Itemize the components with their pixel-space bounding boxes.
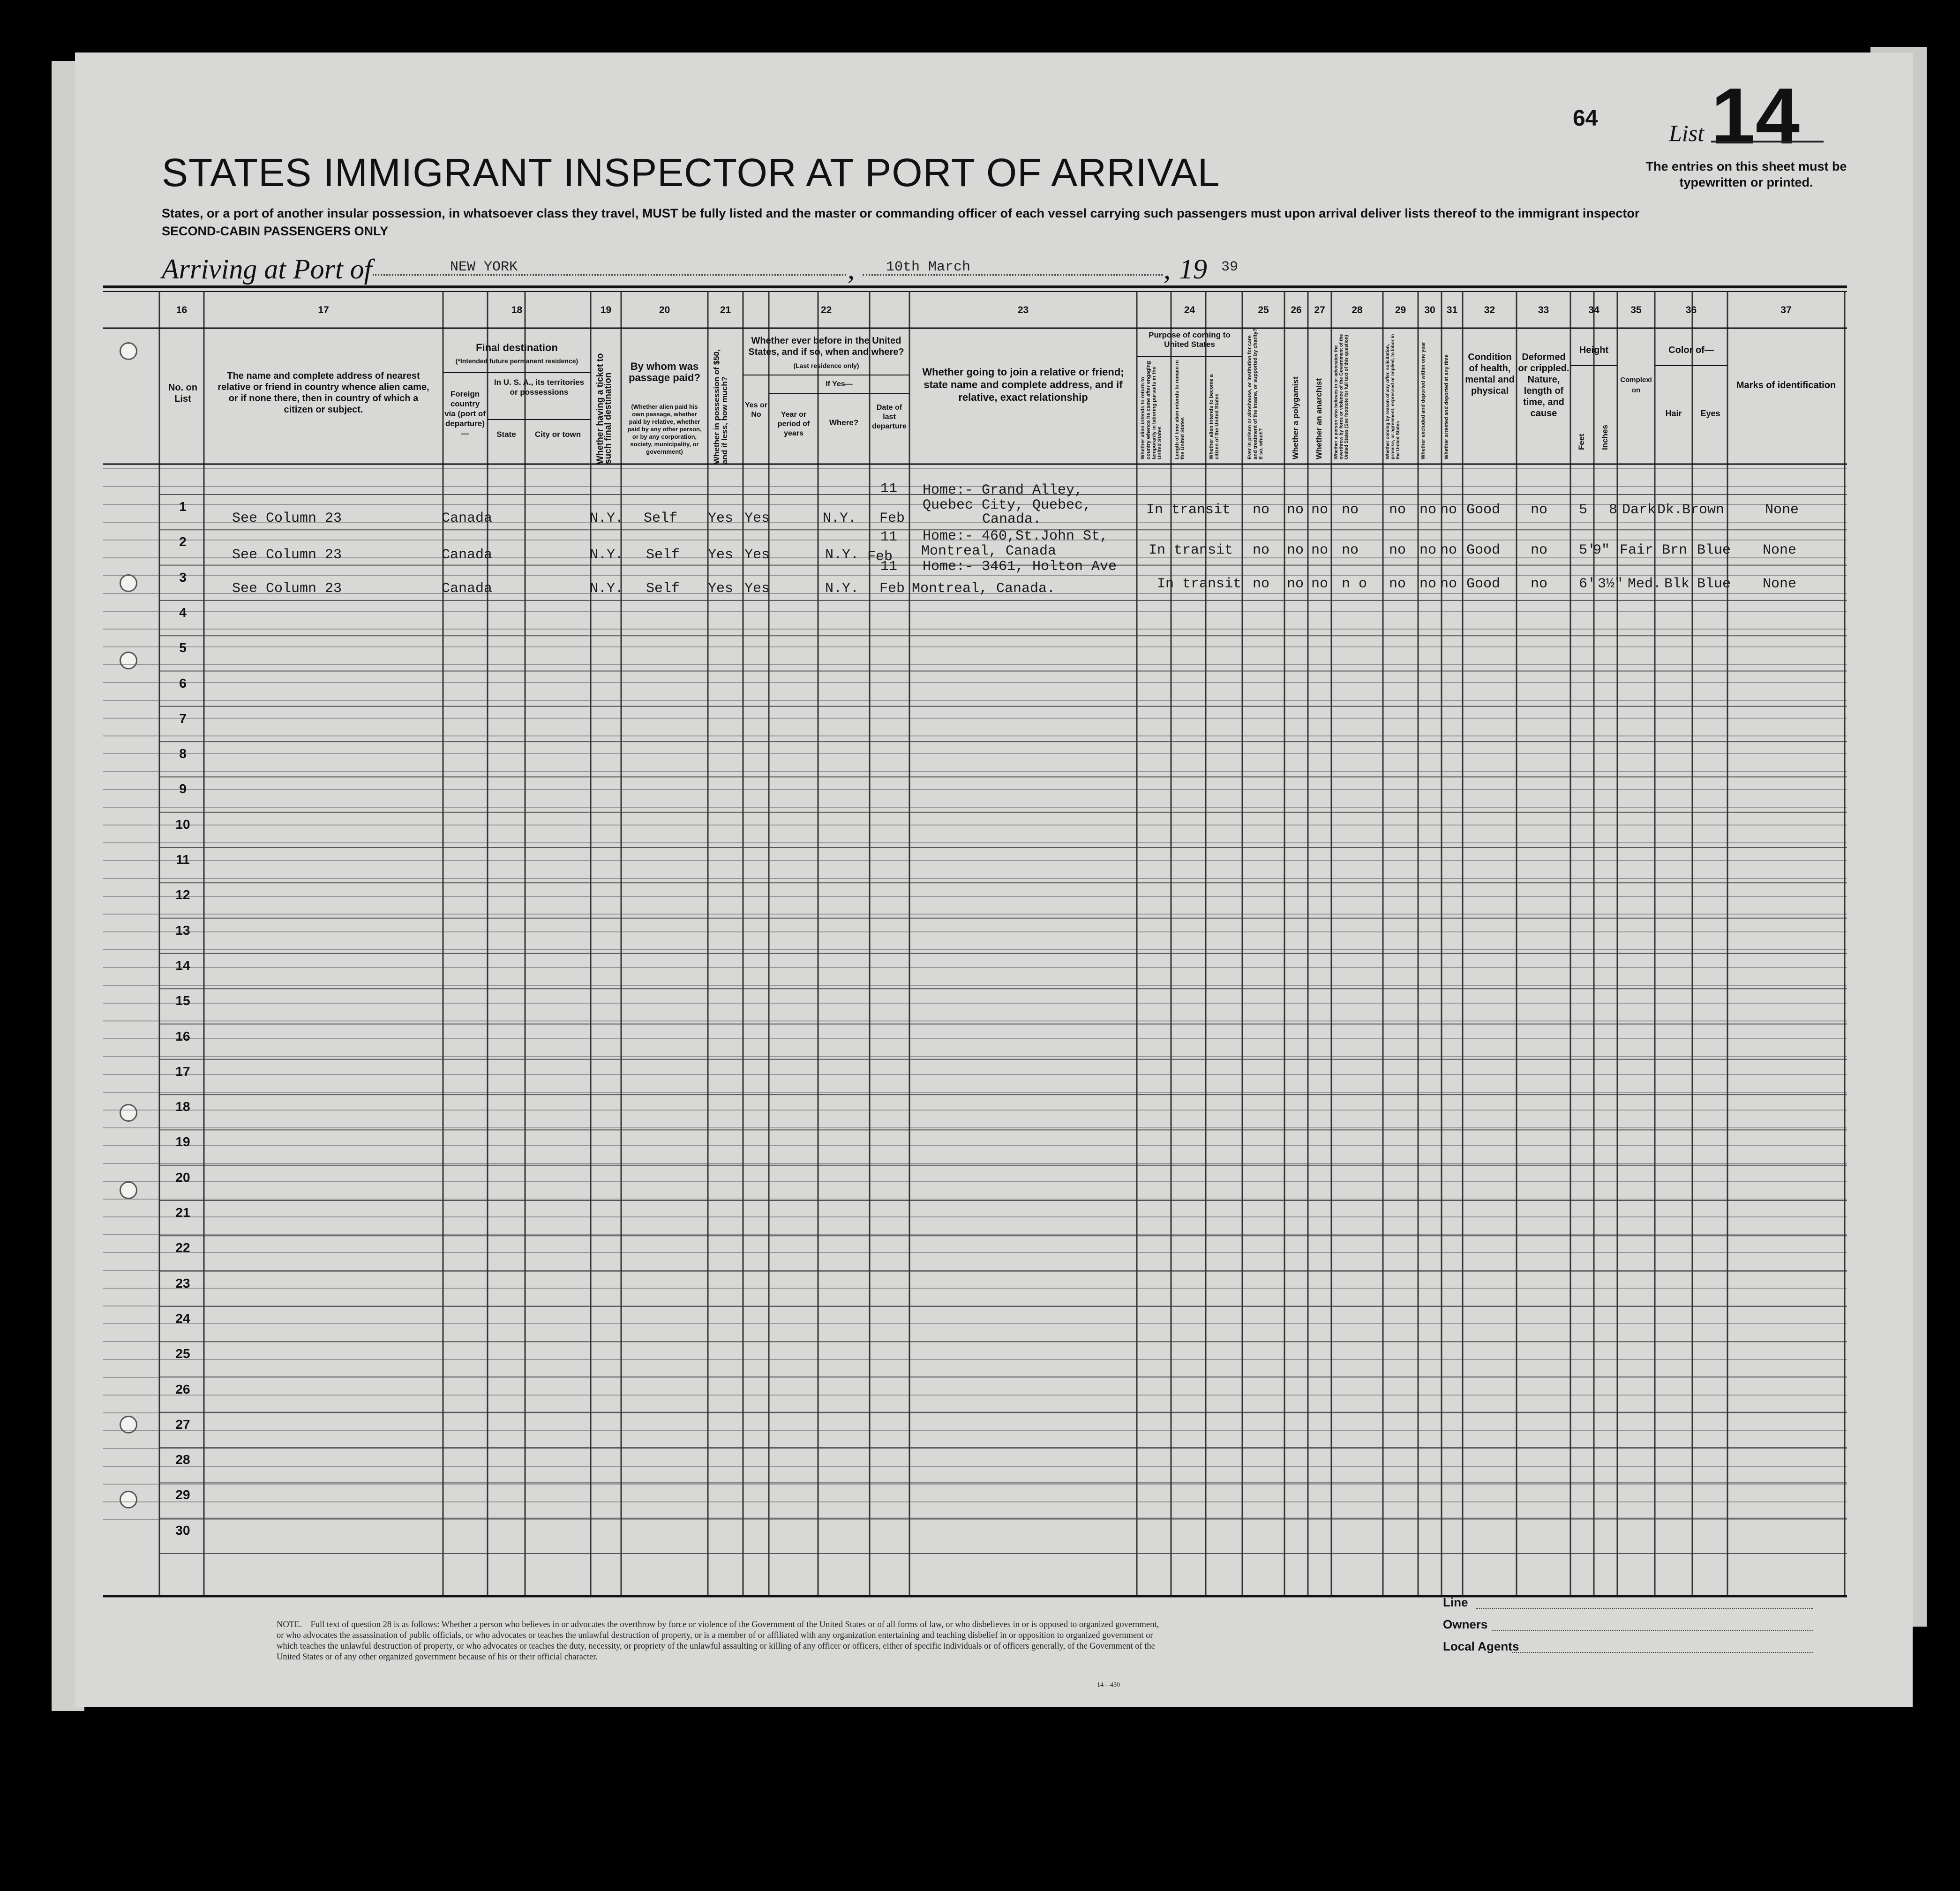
cell-health: Good <box>1466 542 1501 558</box>
cell-state: N.Y. <box>590 510 624 526</box>
cell-c25: no <box>1253 542 1270 558</box>
row-number: 1 <box>179 499 187 514</box>
cell-c25: no <box>1253 576 1270 592</box>
cell-deformed: no <box>1531 542 1548 558</box>
row-number: 24 <box>175 1311 190 1326</box>
cell-where: N.Y. <box>825 581 859 597</box>
cell-complexion: Med. <box>1628 576 1662 592</box>
cell-before: Yes <box>744 510 770 526</box>
cell-before: Yes <box>744 547 770 563</box>
row-number: 11 <box>176 852 190 867</box>
cell-dep-day: 11 <box>880 529 898 545</box>
row-number: 29 <box>175 1487 190 1502</box>
row-number: 28 <box>175 1452 190 1467</box>
colnum-31: 31 <box>1446 305 1458 315</box>
hdr-relative: The name and complete address of nearest relative or friend in country whence alien came, or if none there, then in country of which a citizen or subject. <box>218 371 429 415</box>
hdr-marks: Marks of identification <box>1736 380 1836 390</box>
cell-dep-month: Feb <box>867 549 893 565</box>
hdr-purpose-return: Whether alien intends to return to country whence he came after engaging temporarily in laboring pursuits in the United States <box>1140 361 1163 459</box>
local-agents-label: Local Agents <box>1443 1639 1519 1653</box>
row-number: 4 <box>179 605 187 620</box>
cell-money: Yes <box>708 547 734 563</box>
page-title: STATES IMMIGRANT INSPECTOR AT PORT OF ARRIVAL <box>162 150 1220 195</box>
hdr-usa: In U. S. A., its territories or possessions <box>494 378 585 397</box>
cell-complexion: Fair <box>1620 542 1654 558</box>
cell-c31: no <box>1440 542 1457 558</box>
hdr-no-on-list: No. on List <box>168 383 198 404</box>
hdr-foreign-country: Foreign country via (port of departure)— <box>444 390 486 438</box>
subtitle: States, or a port of another insular possession, in whatsoever class they travel, MUST be fully listed and the master or commanding officer of each vessel carrying such passengers must upon arrival deliver lists thereof to the immigrant inspector <box>162 206 1640 220</box>
cell-c30: no <box>1419 502 1437 518</box>
colnum-20: 20 <box>659 305 670 315</box>
comma: , <box>848 254 855 285</box>
row-number: 9 <box>179 781 187 796</box>
cell-c31: no <box>1440 502 1457 518</box>
cell-dep-day: 11 <box>880 559 898 575</box>
cell-c29: no <box>1389 502 1406 518</box>
hdr-final-dest-note: (*Intended future permanent residence) <box>455 357 578 365</box>
cell-c30: no <box>1419 576 1437 592</box>
year-suffix: 39 <box>1221 259 1239 275</box>
cell-c26: no <box>1287 576 1304 592</box>
owners-field <box>1492 1630 1813 1631</box>
cell-where: N.Y. <box>825 547 859 563</box>
row-number: 23 <box>175 1276 190 1291</box>
hdr-passage-note: (Whether alien paid his own passage, whether paid by relative, whether paid by any other person, or by any corporation, society, municipality, or government) <box>627 403 702 455</box>
cell-money: Yes <box>708 581 734 597</box>
hdr-inches: Inches <box>1600 425 1609 450</box>
hdr-ticket: Whether having a ticket to such final destination <box>595 353 613 464</box>
row-number: 16 <box>175 1028 190 1043</box>
cell-inches: 8 <box>1609 502 1618 518</box>
cell-c26: no <box>1287 502 1304 518</box>
colnum-22: 22 <box>820 305 832 315</box>
cell-deformed: no <box>1531 576 1548 592</box>
cell-c27: no <box>1311 502 1329 518</box>
row-number: 21 <box>175 1205 190 1220</box>
hdr-where: Where? <box>829 418 859 427</box>
list-number: 14 <box>1711 72 1800 161</box>
colnum-27: 27 <box>1314 305 1325 315</box>
hdr-arrested: Whether arrested and deported at any time <box>1444 354 1449 459</box>
cell-foreign: Canada <box>442 547 493 563</box>
colnum-17: 17 <box>318 305 329 315</box>
hdr-before-note: (Last residence only) <box>793 362 859 369</box>
cell-c30: no <box>1419 542 1437 558</box>
cell-before: Yes <box>744 581 770 597</box>
cell-c28: n o <box>1342 576 1367 592</box>
colnum-25: 25 <box>1258 305 1269 315</box>
hdr-join: Whether going to join a relative or friend; state name and complete address, and if relative, exact relationship <box>922 366 1124 403</box>
colnum-35: 35 <box>1630 305 1642 315</box>
hdr-feet: Feet <box>1577 434 1586 450</box>
colnum-36: 36 <box>1685 305 1697 315</box>
colnum-16: 16 <box>176 305 188 315</box>
colnum-26: 26 <box>1291 305 1302 315</box>
cell-join-2: Quebec City, Quebec, <box>923 497 1092 513</box>
colnum-19: 19 <box>600 305 612 315</box>
line-field <box>1476 1608 1813 1609</box>
cell-dep-month: Feb <box>879 581 905 597</box>
comma: , <box>1164 254 1171 285</box>
row-number: 30 <box>175 1523 190 1538</box>
colnum-29: 29 <box>1395 305 1406 315</box>
cell-feet: 5' <box>1579 542 1596 558</box>
row-number: 20 <box>175 1170 190 1185</box>
hdr-yes-no: Yes or No <box>744 401 768 419</box>
form-number: 14—430 <box>1097 1681 1120 1688</box>
cell-dep-day: 11 <box>880 481 898 497</box>
owners-label: Owners <box>1443 1617 1488 1631</box>
cell-marks: None <box>1765 502 1799 518</box>
hdr-overthrow: Whether a person who believes in or advocates the overthrow by force or violence of the Government of the United States (See footnote for full text of this question) <box>1334 334 1349 459</box>
hdr-health: Condition of health, mental and physical <box>1465 352 1515 396</box>
hdr-purpose: Purpose of coming to United States <box>1149 330 1231 349</box>
hdr-year-period: Year or period of years <box>777 411 810 437</box>
cell-deformed: no <box>1531 502 1548 518</box>
cell-complexion: Dark <box>1622 502 1656 518</box>
cell-eyes: Blue <box>1697 542 1731 558</box>
hdr-purpose-citizen: Whether alien intends to become a citizen of the United States <box>1209 374 1220 459</box>
cell-purpose: In transit <box>1157 576 1242 592</box>
row-number: 2 <box>179 534 187 549</box>
hdr-date-departure: Date of last departure <box>872 404 907 430</box>
colnum-30: 30 <box>1424 305 1435 315</box>
cell-marks: None <box>1763 576 1797 592</box>
typewritten-note: The entries on this sheet must be typewritten or printed. <box>1645 159 1847 189</box>
hdr-deformed: Deformed or crippled. Nature, length of time, and cause <box>1518 352 1570 419</box>
hdr-state: State <box>496 430 516 439</box>
line-label: Line <box>1443 1595 1468 1609</box>
cell-relative: See Column 23 <box>232 547 342 563</box>
colnum-32: 32 <box>1484 305 1495 315</box>
row-number: 5 <box>179 640 187 655</box>
row-number: 7 <box>179 711 187 726</box>
cell-hair: Brn <box>1662 542 1688 558</box>
local-agents-field <box>1512 1652 1813 1653</box>
cell-passage: Self <box>646 581 680 597</box>
row-number: 17 <box>175 1064 190 1079</box>
row-number: 14 <box>175 958 190 973</box>
colnum-33: 33 <box>1538 305 1549 315</box>
colnum-37: 37 <box>1780 305 1792 315</box>
cell-where: N.Y. <box>823 510 857 526</box>
cell-join-3: Canada. <box>982 511 1042 527</box>
row-number: 26 <box>175 1381 190 1396</box>
cell-join-2: Montreal, Canada <box>921 543 1057 559</box>
footnote-question-28: NOTE.—Full text of question 28 is as follows: Whether a person who believes in or advocates the overthrow by force or violence of the Government of the United States or of all forms of law, or who disbelieves in or is opposed to organized government, or who advocates the assassination of public officials, or who advocates or teaches the unlawful destruction of property, or is a member of or affiliated with any organization entertaining and teaching disbelief in or opposition to organized government or which teaches the unlawful destruction of property, or who advocates or teaches the duty, necessity, or propriety of the unlawful assaulting or killing of any officer or officers, either of specific individuals or of officers generally, of the Government of the United States or of any other organized government because of his or their official character. <box>277 1620 1159 1662</box>
row-number: 19 <box>175 1134 190 1149</box>
row-number: 6 <box>179 675 187 690</box>
cell-health: Good <box>1466 576 1501 592</box>
hdr-purpose-length: Length of time alien intends to remain in the United States <box>1174 360 1186 459</box>
cell-c25: no <box>1253 502 1270 518</box>
hdr-if-yes: If Yes— <box>826 380 853 388</box>
cell-purpose: In transit <box>1146 502 1231 518</box>
hdr-final-dest: Final destination <box>476 342 558 353</box>
colnum-24: 24 <box>1184 305 1195 315</box>
arriving-label: Arriving at Port of <box>162 254 372 285</box>
cell-hair: Dk. <box>1657 502 1683 518</box>
row-number: 18 <box>175 1099 190 1114</box>
row-number: 8 <box>179 746 187 761</box>
cell-join-1: Home:- 460,St.John St, <box>923 528 1109 544</box>
hdr-money: Whether in possession of $50, and if less, how much? <box>712 349 729 464</box>
row-number: 25 <box>175 1346 190 1361</box>
colnum-28: 28 <box>1352 305 1363 315</box>
cell-inches: 9" <box>1593 542 1610 558</box>
hdr-labor-offer: Whether coming by reason of any offer, solicitation, promise, or agreement, expressed or implied, to labor in the United States <box>1385 334 1401 459</box>
cell-c31: no <box>1440 576 1457 592</box>
colnum-34: 34 <box>1588 305 1600 315</box>
hdr-city: City or town <box>534 430 581 439</box>
list-label: List <box>1669 120 1705 146</box>
cell-dep-month: Feb <box>879 510 905 526</box>
hdr-anarchist: Whether an anarchist <box>1314 378 1323 459</box>
port-value: NEW YORK <box>450 259 518 275</box>
page-number: 64 <box>1573 106 1598 131</box>
cell-passage: Self <box>644 510 678 526</box>
colnum-21: 21 <box>720 305 731 315</box>
cell-state: N.Y. <box>590 581 624 597</box>
row-number: 3 <box>179 570 187 585</box>
colnum-23: 23 <box>1017 305 1029 315</box>
cell-c28: no <box>1342 502 1359 518</box>
cell-eyes: Blue <box>1697 576 1731 592</box>
cell-passage: Self <box>646 547 680 563</box>
cell-c29: no <box>1389 542 1406 558</box>
cell-c28: no <box>1342 542 1359 558</box>
cabin-class: SECOND-CABIN PASSENGERS ONLY <box>162 224 389 238</box>
year-prefix: 19 <box>1179 254 1207 285</box>
hdr-excluded: Whether excluded and deported within one year <box>1420 342 1426 459</box>
row-number: 27 <box>175 1417 190 1432</box>
hdr-passage: By whom was passage paid? <box>629 360 700 383</box>
cell-join-1: Home:- Grand Alley, <box>923 482 1083 498</box>
cell-state: N.Y. <box>590 547 624 563</box>
cell-join-1: Home:- 3461, Holton Ave <box>923 559 1117 575</box>
cell-foreign: Canada <box>442 581 493 597</box>
row-number: 12 <box>175 887 190 902</box>
cell-c27: no <box>1311 542 1329 558</box>
cell-c29: no <box>1389 576 1406 592</box>
hdr-before: Whether ever before in the United States, and if so, when and where? <box>748 336 904 357</box>
cell-eyes: Brown <box>1682 502 1725 518</box>
hdr-prison: Ever in prison or almshouse, or institution for care and treatment of the insane, or supported by charity? If so, which? <box>1247 328 1264 459</box>
cell-foreign: Canada <box>442 510 493 526</box>
cell-join-2: Montreal, Canada. <box>912 581 1056 597</box>
cell-feet: 5 <box>1579 502 1588 518</box>
cell-money: Yes <box>708 510 734 526</box>
cell-feet: 6' <box>1579 576 1596 592</box>
colnum-18: 18 <box>511 305 523 315</box>
row-number: 22 <box>175 1240 190 1255</box>
cell-health: Good <box>1466 502 1501 518</box>
cell-purpose: In transit <box>1149 542 1233 558</box>
cell-c27: no <box>1311 576 1329 592</box>
cell-relative: See Column 23 <box>232 510 342 526</box>
hdr-complexion: Complexion <box>1620 376 1652 394</box>
date-value: 10th March <box>886 259 971 275</box>
cell-marks: None <box>1763 542 1797 558</box>
hdr-height: Height <box>1579 345 1609 355</box>
cell-relative: See Column 23 <box>232 581 342 597</box>
hdr-hair: Hair <box>1665 409 1682 418</box>
hdr-polygamist: Whether a polygamist <box>1291 376 1300 459</box>
cell-c26: no <box>1287 542 1304 558</box>
row-number: 10 <box>175 817 190 832</box>
hdr-color-of: Color of— <box>1668 345 1714 355</box>
cell-hair: Blk <box>1664 576 1690 592</box>
cell-inches: 3½" <box>1598 576 1623 592</box>
row-number: 13 <box>175 923 190 938</box>
row-number: 15 <box>175 993 190 1008</box>
hdr-eyes: Eyes <box>1700 409 1720 418</box>
